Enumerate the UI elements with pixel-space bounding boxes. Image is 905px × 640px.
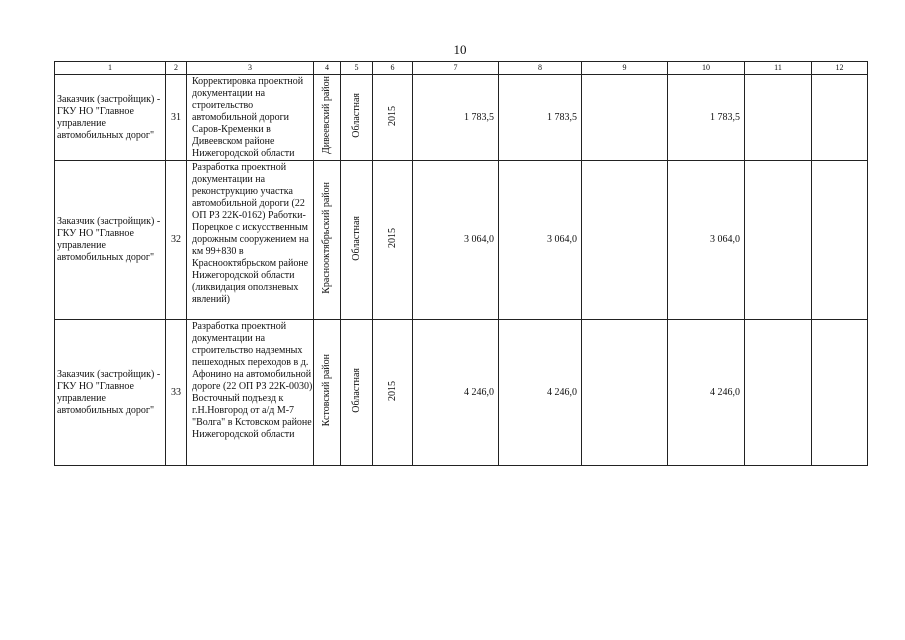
description-cell: Разработка проектной документации на строительство надземных пешеходных переходов в д. Афонино на автомобильной дороге (22 ОП РЗ 22К-0030) Восточный подъезд к г.Н.Новгород от а/д М-7 "Волга" в Кстовском районе Нижегородской области <box>187 320 314 466</box>
value-cell-11 <box>745 320 812 466</box>
column-header: 9 <box>582 62 668 75</box>
value-cell-7: 4 246,0 <box>413 320 499 466</box>
table-row <box>55 75 868 161</box>
value-cell-7: 3 064,0 <box>413 161 499 320</box>
level-cell: Областная <box>341 75 373 161</box>
column-header: 2 <box>166 62 187 75</box>
district-cell: Дивеевский район <box>314 75 341 161</box>
item-number-cell: 32 <box>166 161 187 320</box>
value-cell-9 <box>582 161 668 320</box>
item-number-cell: 31 <box>166 75 187 161</box>
value-cell-7: 1 783,5 <box>413 75 499 161</box>
description-cell: Корректировка проектной документации на строительство автомобильной дороги Саров-Кременки в Дивеевском районе Нижегородской области <box>187 75 314 161</box>
column-header: 12 <box>812 62 868 75</box>
value-cell-10: 3 064,0 <box>668 161 745 320</box>
district-cell: Краснооктябрьский район <box>314 161 341 320</box>
value-cell-10: 1 783,5 <box>668 75 745 161</box>
level-cell: Областная <box>341 161 373 320</box>
column-header: 5 <box>341 62 373 75</box>
program-table <box>54 61 868 466</box>
value-cell-8: 4 246,0 <box>499 320 582 466</box>
value-cell-11 <box>745 161 812 320</box>
column-header: 3 <box>187 62 314 75</box>
value-cell-12 <box>812 161 868 320</box>
column-header: 7 <box>413 62 499 75</box>
value-cell-9 <box>582 320 668 466</box>
customer-cell: Заказчик (застройщик) - ГКУ НО "Главное управление автомобильных дорог" <box>55 320 166 466</box>
value-cell-9 <box>582 75 668 161</box>
table-row <box>55 161 868 320</box>
year-cell: 2015 <box>373 161 413 320</box>
column-header: 1 <box>55 62 166 75</box>
column-header: 4 <box>314 62 341 75</box>
column-header: 10 <box>668 62 745 75</box>
value-cell-11 <box>745 75 812 161</box>
column-header: 6 <box>373 62 413 75</box>
district-cell: Кстовский район <box>314 320 341 466</box>
level-cell: Областная <box>341 320 373 466</box>
year-cell: 2015 <box>373 75 413 161</box>
customer-cell: Заказчик (застройщик) - ГКУ НО "Главное управление автомобильных дорог" <box>55 161 166 320</box>
description-cell: Разработка проектной документации на реконструкцию участка автомобильной дороги (22 ОП РЗ 22К-0162) Работки-Порецкое с искусственным дорожным сооружением на км 99+830 в Краснооктябрьском районе Нижегородской области (ликвидация оползневых явлений) <box>187 161 314 320</box>
value-cell-8: 3 064,0 <box>499 161 582 320</box>
year-cell: 2015 <box>373 320 413 466</box>
value-cell-10: 4 246,0 <box>668 320 745 466</box>
page-number: 10 <box>453 42 467 57</box>
customer-cell: Заказчик (застройщик) - ГКУ НО "Главное управление автомобильных дорог" <box>55 75 166 161</box>
column-number-row <box>55 62 868 75</box>
value-cell-8: 1 783,5 <box>499 75 582 161</box>
value-cell-12 <box>812 320 868 466</box>
table-row <box>55 320 868 466</box>
value-cell-12 <box>812 75 868 161</box>
item-number-cell: 33 <box>166 320 187 466</box>
column-header: 8 <box>499 62 582 75</box>
column-header: 11 <box>745 62 812 75</box>
